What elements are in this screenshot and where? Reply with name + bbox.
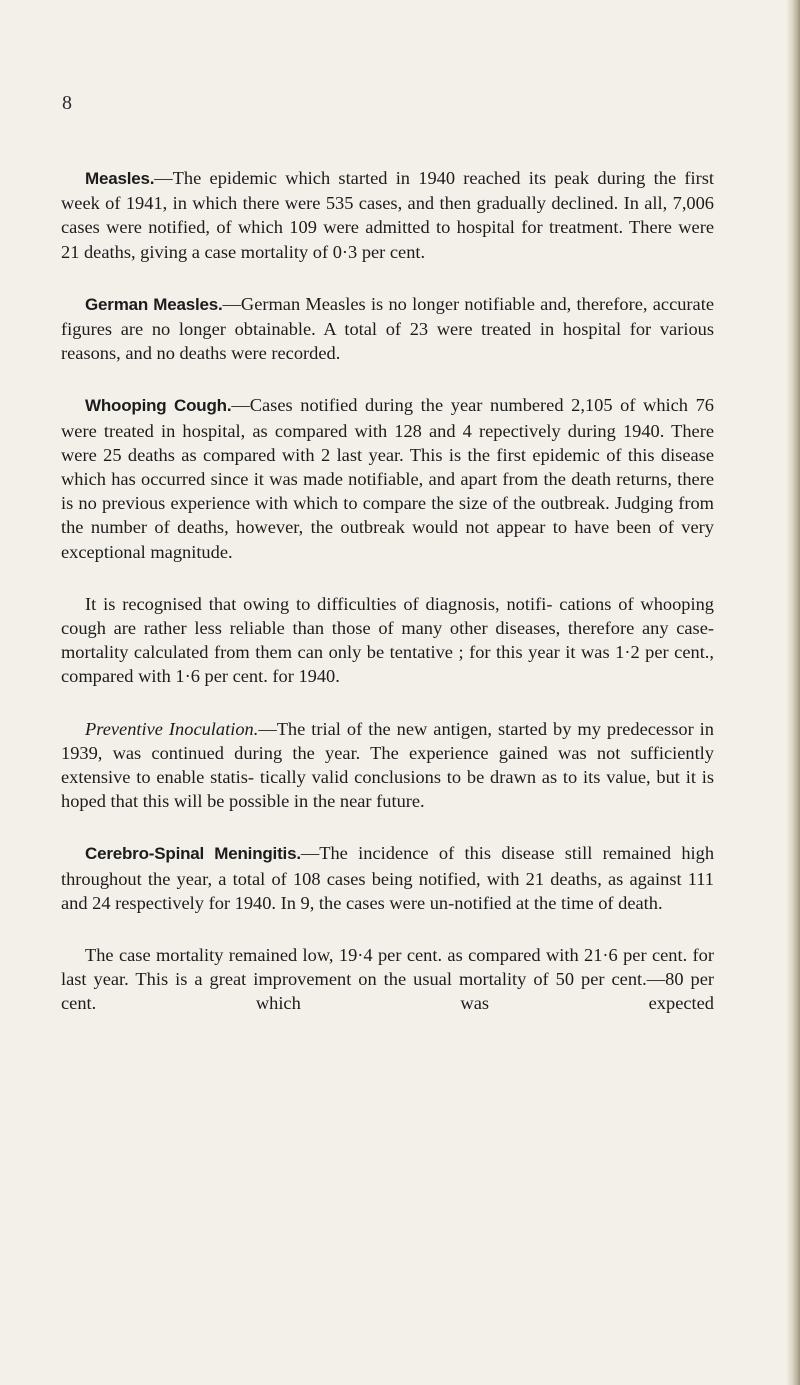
heading-measles: Measles. — [85, 169, 155, 188]
paragraph-measles-text: —The epidemic which started in 1940 reached its peak during the first week of 1941, in which there were 535 cases, and then gradually declined. In all, 7,006 cases were notified, of which 109 were admitted to hospital for treatment. There were 21 deaths, giving a case mortality of 0·3 per cent. — [61, 168, 714, 262]
heading-german-measles: German Measles. — [85, 294, 223, 314]
paragraph-notification-reliability-text: It is recognised that owing to difficulties of diagnosis, notifi- cations of whooping cough are rather less reliable than those of many other diseases, therefore any case-mortality calculated from them can only be tentative ; for this year it was 1·2 per cent., compared with 1·6 per cent. for 1940. — [61, 593, 714, 687]
paragraph-preventive-inoculation-text: —The trial of the new antigen, started by my predecessor in 1939, was continued during the year. The experience gained was not sufficiently extensive to enable statis- tically valid conclusions to be drawn as to its value, but it is hoped that this will be possible in the near future. — [61, 718, 714, 812]
paragraph-german-measles — [61, 292, 714, 366]
paragraph-measles — [61, 166, 714, 264]
paragraph-preventive-inoculation — [61, 717, 714, 814]
heading-cerebro-spinal-meningitis: Cerebro-Spinal Meningitis. — [85, 844, 301, 864]
heading-preventive-inoculation: Preventive Inoculation. — [85, 718, 259, 739]
paragraph-whooping-cough — [61, 393, 714, 563]
page-number: 8 — [62, 92, 72, 114]
document-body — [61, 166, 714, 1044]
paragraph-notification-reliability — [61, 592, 714, 689]
paragraph-cerebro-spinal-meningitis-text: —The incidence of this disease still remained high throughout the year, a total of 108 cases being notified, with 21 deaths, as against 111 and 24 respectively for 1940. In 9, the cases were un-notified at the time of death. — [61, 843, 715, 913]
paragraph-german-measles-text: —German Measles is no longer notifiable and, therefore, accurate figures are no longer obtainable. A total of 23 were treated in hospital for various reasons, and no deaths were recorded. — [61, 293, 714, 364]
page-edge-shadow — [786, 0, 800, 1385]
paragraph-cerebro-spinal-meningitis — [61, 841, 714, 915]
paragraph-case-mortality — [61, 943, 714, 1016]
paragraph-case-mortality-text: The case mortality remained low, 19·4 per cent. as compared with 21·6 per cent. for last year. This is a great improvement on the usual mortality of 50 per cent.—80 per cent. which was expected — [61, 945, 714, 1014]
heading-whooping-cough: Whooping Cough. — [85, 396, 232, 416]
paragraph-whooping-cough-text: —Cases notified during the year numbered 2,105 of which 76 were treated in hospital, as compared with 128 and 4 repectively during 1940. There were 25 deaths as compared with 2 last year. This is the first epidemic of this disease which has occurred since it was made notifiable, and apart from the death returns, there is no previous experience with which to compare the size of the outbreak. Judging from the number of deaths, however, the outbreak would not appear to have been of very exceptional magnitude. — [61, 395, 714, 562]
